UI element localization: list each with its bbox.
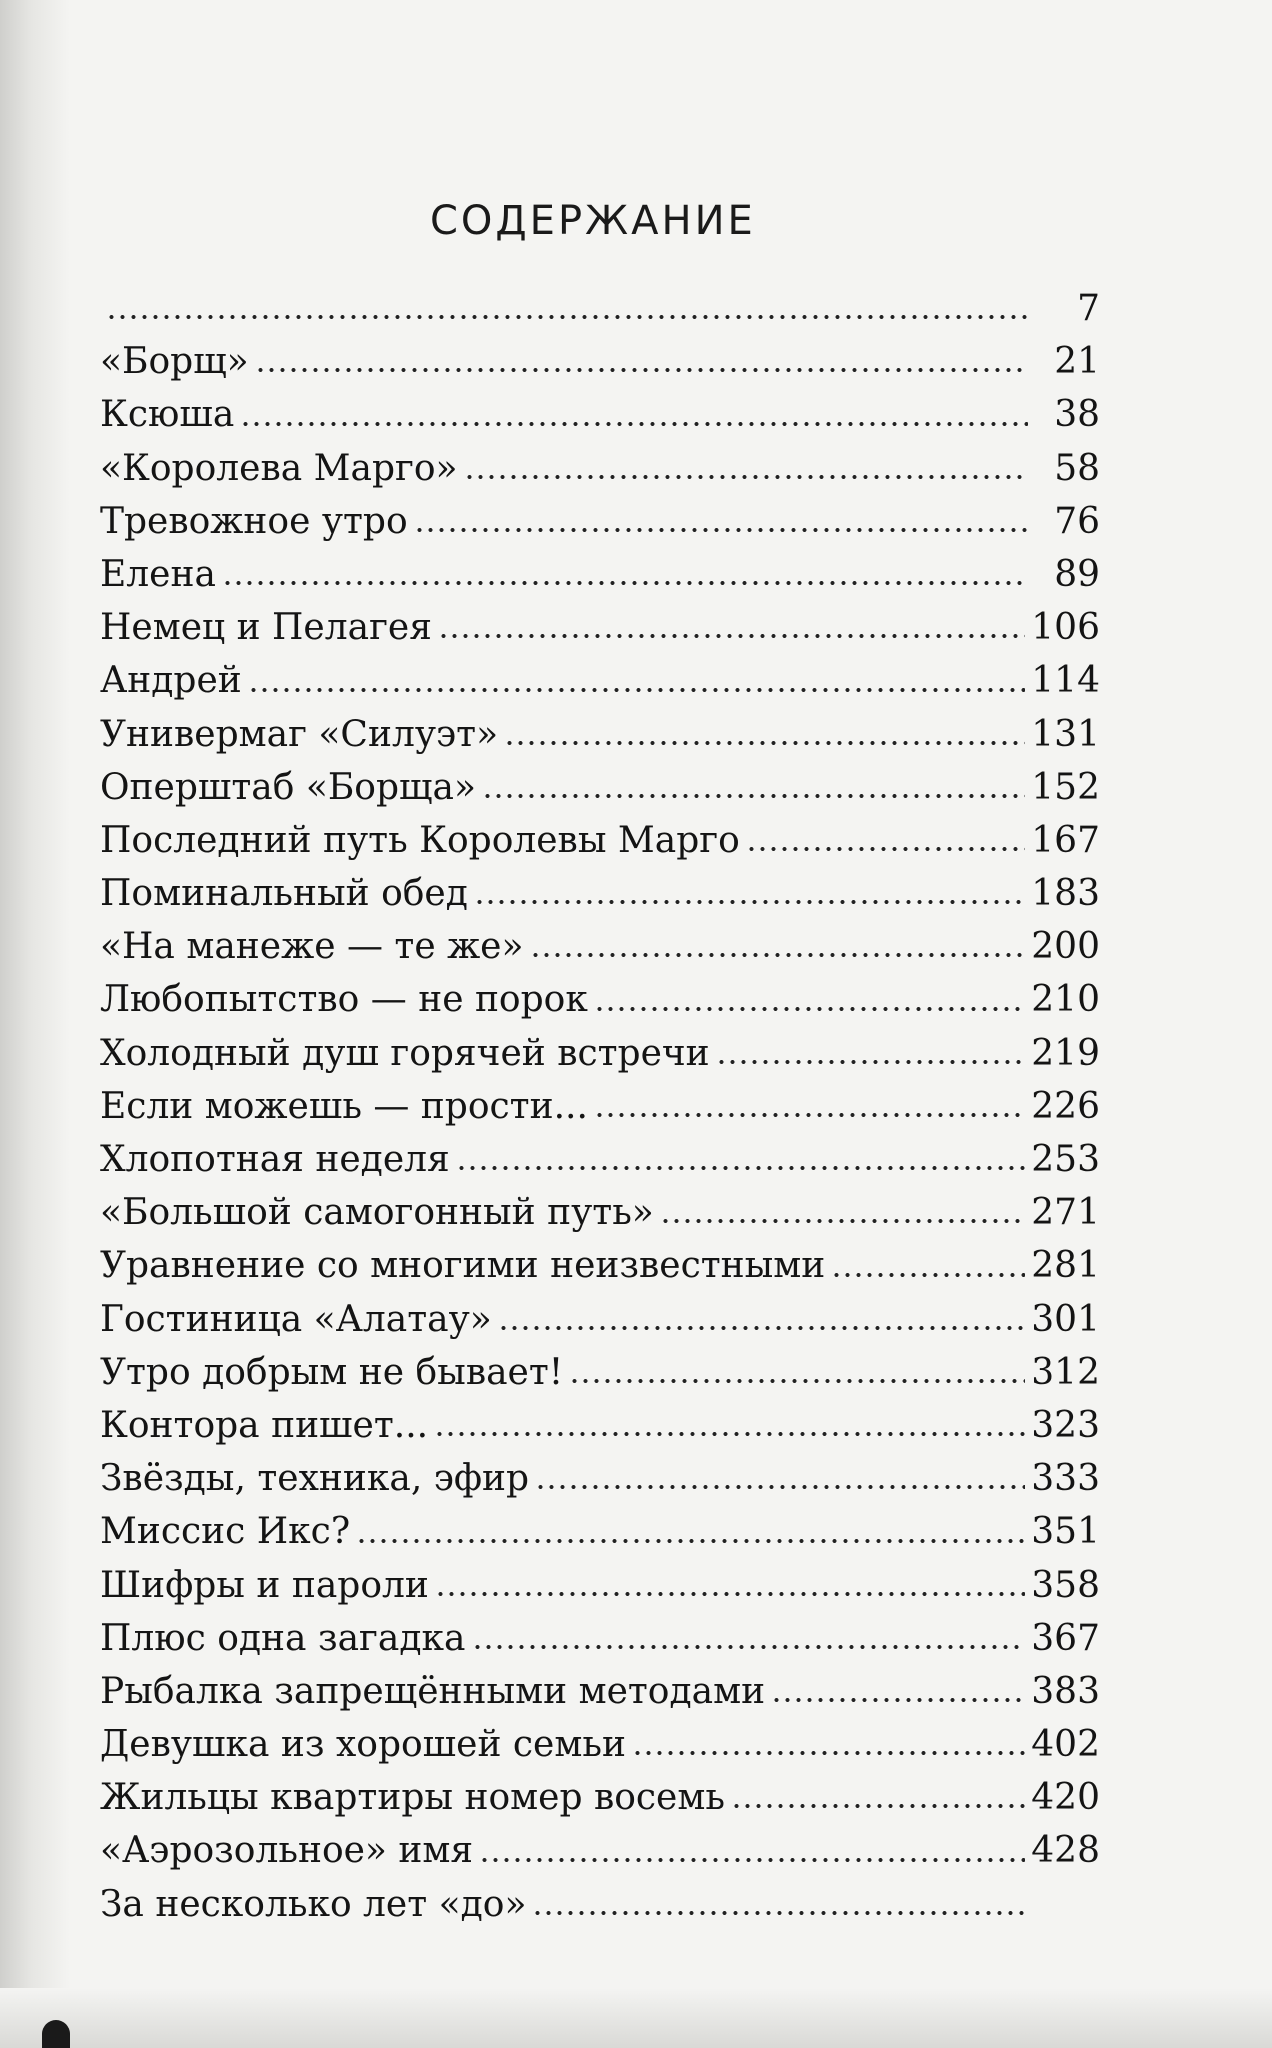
toc-entry-page-number: 323 xyxy=(1031,1404,1100,1446)
toc-entry xyxy=(100,1665,1100,1718)
toc-entry-title: Контора пишет... xyxy=(100,1404,429,1446)
toc-entry xyxy=(100,1718,1100,1771)
toc-dot-leader xyxy=(498,1324,1025,1332)
toc-entry xyxy=(100,1878,1100,1931)
toc-entry xyxy=(100,1027,1100,1080)
toc-entry xyxy=(100,708,1100,761)
book-spine-shadow xyxy=(0,0,70,2048)
toc-entry xyxy=(100,1505,1100,1558)
toc-entry-page-number: 21 xyxy=(1054,341,1100,383)
toc-dot-leader xyxy=(438,632,1025,640)
toc-entry xyxy=(100,442,1100,495)
toc-entry-page-number: 106 xyxy=(1031,607,1100,649)
toc-dot-leader xyxy=(474,898,1025,906)
toc-entry-page-number: 312 xyxy=(1031,1351,1100,1393)
toc-entry-page-number: 383 xyxy=(1031,1670,1100,1712)
toc-entry-title: Рыбалка запрещёнными методами xyxy=(100,1670,766,1712)
toc-entry-title: Елена xyxy=(100,553,216,595)
toc-dot-leader xyxy=(532,1909,1028,1917)
toc-entry xyxy=(100,814,1100,867)
toc-dot-leader xyxy=(456,1164,1026,1172)
toc-entry-page-number: 281 xyxy=(1031,1245,1100,1287)
toc-entry xyxy=(100,335,1100,388)
toc-entry-page-number: 200 xyxy=(1031,926,1100,968)
toc-entry-title: Тревожное утро xyxy=(100,500,408,542)
contents-page xyxy=(100,0,1100,2048)
page-title: СОДЕРЖАНИЕ xyxy=(430,198,756,244)
toc-entry-title: Холодный душ горячей встречи xyxy=(100,1032,710,1074)
toc-entry-page-number: 38 xyxy=(1054,394,1100,436)
toc-entry xyxy=(100,761,1100,814)
toc-dot-leader xyxy=(240,420,1028,428)
toc-entry-title: Жильцы квартиры номер восемь xyxy=(100,1777,725,1819)
toc-entry-title: Гостиница «Алатау» xyxy=(100,1298,492,1340)
toc-entry-title: Шифры и пароли xyxy=(100,1564,429,1606)
toc-entry-page-number: 351 xyxy=(1031,1511,1100,1553)
table-of-contents xyxy=(100,282,1100,1931)
toc-dot-leader xyxy=(771,1696,1025,1704)
toc-entry-page-number: 301 xyxy=(1031,1298,1100,1340)
toc-dot-leader xyxy=(414,526,1028,534)
toc-dot-leader xyxy=(482,792,1025,800)
toc-entry-title: Ксюша xyxy=(100,394,235,436)
toc-entry-title: «Аэрозольное» имя xyxy=(100,1830,474,1872)
toc-dot-leader xyxy=(530,951,1026,959)
toc-entry-page-number: 219 xyxy=(1031,1032,1100,1074)
toc-entry-page-number: 271 xyxy=(1031,1192,1100,1234)
toc-entry-title: Если можешь — прости... xyxy=(100,1085,588,1127)
toc-dot-leader xyxy=(435,1590,1025,1598)
toc-entry-title: Любопытство — не порок xyxy=(100,979,588,1021)
toc-dot-leader xyxy=(716,1058,1026,1066)
toc-entry xyxy=(100,1080,1100,1133)
toc-entry-page-number: 76 xyxy=(1054,500,1100,542)
toc-entry-page-number: 114 xyxy=(1031,660,1100,702)
toc-dot-leader xyxy=(660,1217,1025,1225)
corner-mark xyxy=(42,2020,70,2048)
toc-entry xyxy=(100,282,1100,335)
toc-entry-title: Немец и Пелагея xyxy=(100,607,432,649)
toc-entry xyxy=(100,1399,1100,1452)
toc-entry-page-number: 7 xyxy=(1077,288,1100,329)
toc-entry xyxy=(100,1559,1100,1612)
toc-entry-title: Последний путь Королевы Марго xyxy=(100,819,740,861)
toc-dot-leader xyxy=(222,579,1028,587)
toc-entry-title: «Борщ» xyxy=(100,341,249,383)
toc-dot-leader xyxy=(106,313,1028,321)
toc-entry-page-number: 226 xyxy=(1031,1085,1100,1127)
toc-entry xyxy=(100,1452,1100,1505)
toc-entry-title: За несколько лет «до» xyxy=(100,1883,527,1925)
toc-entry-page-number: 333 xyxy=(1031,1458,1100,1500)
toc-entry-page-number: 89 xyxy=(1054,553,1100,595)
toc-entry xyxy=(100,1186,1100,1239)
toc-dot-leader xyxy=(731,1802,1025,1810)
toc-entry xyxy=(100,1824,1100,1877)
toc-entry xyxy=(100,548,1100,601)
toc-entry-page-number: 183 xyxy=(1031,873,1100,915)
toc-dot-leader xyxy=(632,1749,1025,1757)
toc-entry-page-number: 367 xyxy=(1031,1617,1100,1659)
toc-entry-page-number: 428 xyxy=(1031,1830,1100,1872)
toc-entry xyxy=(100,1346,1100,1399)
toc-entry-page-number: 402 xyxy=(1031,1724,1100,1766)
toc-entry-title: Универмаг «Силуэт» xyxy=(100,713,499,755)
toc-entry xyxy=(100,973,1100,1026)
toc-entry-page-number: 210 xyxy=(1031,979,1100,1021)
toc-entry xyxy=(100,601,1100,654)
toc-dot-leader xyxy=(504,739,1025,747)
toc-dot-leader xyxy=(248,686,1026,694)
toc-entry-title: Уравнение со многими неизвестными xyxy=(100,1245,826,1287)
toc-entry-title: «Большой самогонный путь» xyxy=(100,1192,654,1234)
toc-entry xyxy=(100,1612,1100,1665)
toc-entry xyxy=(100,495,1100,548)
toc-entry-page-number: 167 xyxy=(1031,819,1100,861)
toc-entry-title: Андрей xyxy=(100,660,242,702)
toc-dot-leader xyxy=(594,1005,1025,1013)
toc-dot-leader xyxy=(255,366,1028,374)
toc-dot-leader xyxy=(746,845,1025,853)
toc-dot-leader xyxy=(472,1643,1026,1651)
toc-entry xyxy=(100,1771,1100,1824)
toc-entry-title: Звёзды, техника, эфир xyxy=(100,1458,530,1500)
toc-entry-title: Поминальный обед xyxy=(100,873,468,915)
toc-dot-leader xyxy=(464,473,1028,481)
toc-dot-leader xyxy=(479,1856,1025,1864)
toc-entry-page-number: 152 xyxy=(1031,766,1100,808)
toc-entry-page-number: 358 xyxy=(1031,1564,1100,1606)
toc-entry xyxy=(100,920,1100,973)
toc-entry-page-number: 131 xyxy=(1031,713,1100,755)
toc-entry-title: Оперштаб «Борща» xyxy=(100,766,476,808)
toc-entry-title: Миссис Икс? xyxy=(100,1511,351,1553)
toc-dot-leader xyxy=(356,1537,1025,1545)
toc-entry-title: Хлопотная неделя xyxy=(100,1139,450,1180)
toc-entry-page-number: 58 xyxy=(1054,447,1100,489)
toc-dot-leader xyxy=(831,1271,1025,1279)
toc-dot-leader xyxy=(535,1483,1025,1491)
toc-entry-page-number: 253 xyxy=(1031,1139,1100,1180)
toc-dot-leader xyxy=(434,1430,1025,1438)
toc-entry-page-number: 420 xyxy=(1031,1777,1100,1819)
toc-entry-title: Плюс одна загадка xyxy=(100,1617,466,1659)
toc-entry-title: Девушка из хорошей семьи xyxy=(100,1724,626,1766)
toc-entry xyxy=(100,1293,1100,1346)
toc-entry-title: «Королева Марго» xyxy=(100,447,458,489)
toc-entry xyxy=(100,1133,1100,1186)
toc-entry xyxy=(100,654,1100,707)
toc-entry xyxy=(100,1239,1100,1292)
toc-entry-title: «На манеже — те же» xyxy=(100,926,524,968)
toc-entry xyxy=(100,867,1100,920)
toc-dot-leader xyxy=(594,1111,1025,1119)
toc-entry xyxy=(100,388,1100,441)
toc-dot-leader xyxy=(569,1377,1025,1385)
toc-entry-title: Утро добрым не бывает! xyxy=(100,1351,564,1393)
